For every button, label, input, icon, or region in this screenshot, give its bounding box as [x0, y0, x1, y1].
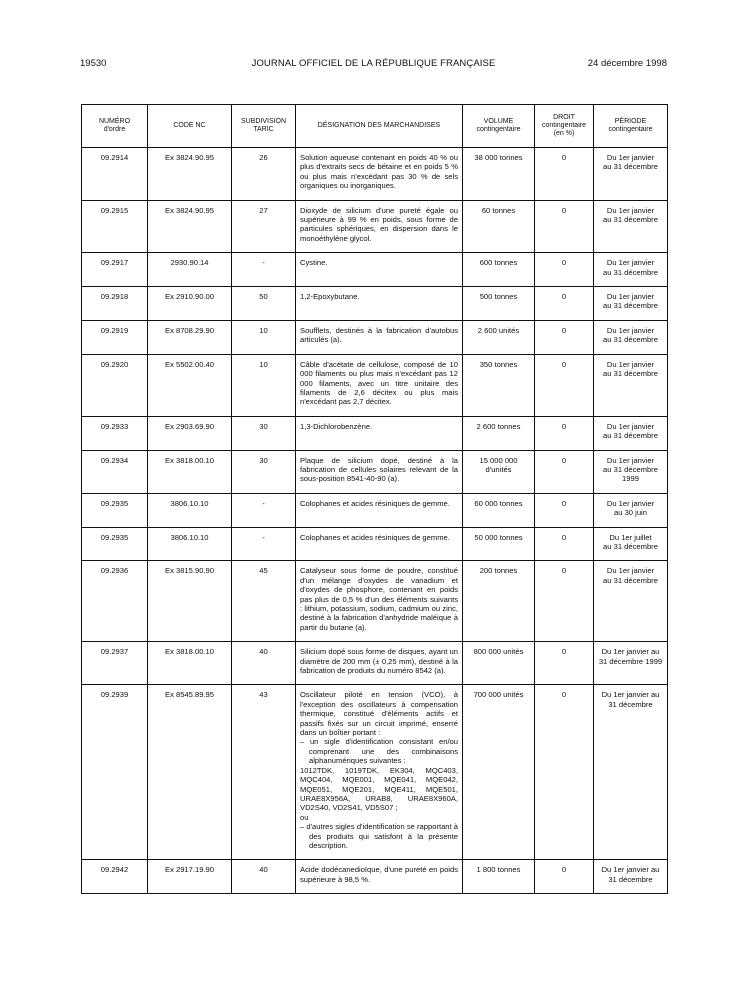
- cell-periode: Du 1er janvier au 31 décembre: [594, 253, 668, 287]
- cell-designation: Dioxyde de silicium d'une pureté égale ou supérieure à 99 % en poids, sous forme de particules sphériques, en dispersion dans le monoéthylène glycol.: [296, 200, 463, 253]
- cell-subdivision: 26: [232, 148, 296, 201]
- cell-code: Ex 8545.89.95: [148, 685, 232, 860]
- cell-droit: 0: [535, 493, 594, 527]
- cell-periode: Du 1er juillet au 31 décembre: [594, 527, 668, 561]
- cell-numero: 09.2918: [82, 287, 148, 321]
- cell-volume: 700 000 unités: [463, 685, 535, 860]
- publication-date: 24 décembre 1998: [587, 58, 667, 69]
- cell-volume: 350 tonnes: [463, 354, 535, 416]
- cell-subdivision: 10: [232, 320, 296, 354]
- page-header: [80, 58, 667, 72]
- cell-code: Ex 3815.90.90: [148, 561, 232, 642]
- table-row: [82, 416, 668, 450]
- cell-volume: 500 tonnes: [463, 287, 535, 321]
- cell-periode: Du 1er janvier au 31 décembre: [594, 561, 668, 642]
- cell-designation: Catalyseur sous forme de poudre, constitué d'un mélange d'oxydes de vanadium et d'oxydes de phosphore, contenant en poids pas plus de 0,5 % d'un des éléments suivants : lithium, potassium, sodium, cadmium ou zinc, destiné à la fabrication d'anhydride maléique à partir du butane (a).: [296, 561, 463, 642]
- cell-droit: 0: [535, 527, 594, 561]
- cell-subdivision: 40: [232, 860, 296, 894]
- table-row: [82, 493, 668, 527]
- cell-periode: Du 1er janvier au 31 décembre: [594, 354, 668, 416]
- cell-numero: 09.2915: [82, 200, 148, 253]
- cell-volume: 60 tonnes: [463, 200, 535, 253]
- cell-periode: Du 1er janvier au 31 décembre: [594, 685, 668, 860]
- cell-code: Ex 2903.69.90: [148, 416, 232, 450]
- cell-numero: 09.2920: [82, 354, 148, 416]
- cell-volume: 200 tonnes: [463, 561, 535, 642]
- cell-periode: Du 1er janvier au 31 décembre: [594, 416, 668, 450]
- cell-designation: Soufflets, destinés à la fabrication d'autobus articulés (a).: [296, 320, 463, 354]
- cell-periode: Du 1er janvier au 31 décembre: [594, 200, 668, 253]
- table-row: [82, 450, 668, 493]
- column-header-periode: PÉRIODE contingentaire: [594, 105, 668, 148]
- column-header-code: CODE NC: [148, 105, 232, 148]
- cell-subdivision: 43: [232, 685, 296, 860]
- cell-subdivision: 10: [232, 354, 296, 416]
- cell-droit: 0: [535, 685, 594, 860]
- journal-title: JOURNAL OFFICIEL DE LA RÉPUBLIQUE FRANÇAISE: [251, 58, 496, 69]
- cell-periode: Du 1er janvier au 31 décembre 1999: [594, 642, 668, 685]
- cell-subdivision: -: [232, 253, 296, 287]
- cell-subdivision: -: [232, 493, 296, 527]
- table-row: [82, 253, 668, 287]
- cell-subdivision: 50: [232, 287, 296, 321]
- cell-periode: Du 1er janvier au 30 juin: [594, 493, 668, 527]
- cell-designation: Silicium dopé sous forme de disques, ayant un diamètre de 200 mm (± 0,25 mm), destiné à la fabrication de produits du numéro 8542 (a).: [296, 642, 463, 685]
- table-header-row: [82, 105, 668, 148]
- cell-droit: 0: [535, 320, 594, 354]
- table-row: [82, 320, 668, 354]
- cell-numero: 09.2914: [82, 148, 148, 201]
- cell-code: Ex 3824.90.95: [148, 200, 232, 253]
- cell-droit: 0: [535, 450, 594, 493]
- cell-volume: 38 000 tonnes: [463, 148, 535, 201]
- column-header-numero: NUMÉRO d'ordre: [82, 105, 148, 148]
- cell-designation: Plaque de silicium dopé, destiné à la fabrication de cellules solaires relevant de la sous-position 8541-40-90 (a).: [296, 450, 463, 493]
- cell-code: Ex 8708.29.90: [148, 320, 232, 354]
- cell-code: Ex 2910.90.00: [148, 287, 232, 321]
- cell-designation: Câble d'acétate de cellulose, composé de 10 000 filaments ou plus mais n'excédant pas 12 000 filaments, avec un titre unitaire des filaments de 2,6 décitex ou plus mais n'excédant pas 2,7 décitex.: [296, 354, 463, 416]
- cell-code: 3806.10.10: [148, 493, 232, 527]
- table-row: [82, 287, 668, 321]
- cell-designation: 1,2-Epoxybutane.: [296, 287, 463, 321]
- cell-designation: Solution aqueuse contenant en poids 40 % ou plus d'extraits secs de bétaine et en poids 5 % ou plus mais n'excédant pas 30 % de sels organiques ou inorganiques.: [296, 148, 463, 201]
- designation-codes: 1012TDK, 1019TDK, EK304, MQC403, MQC404, MQE001, MQE041, MQE042, MQE051, MQE201, MQE411, MQE501, URAE8X956A, URAB8, URAE8X960A, VD2S40, VD2S41, VD5S07 ;: [300, 765, 458, 813]
- cell-droit: 0: [535, 860, 594, 894]
- cell-volume: 50 000 tonnes: [463, 527, 535, 561]
- cell-numero: 09.2942: [82, 860, 148, 894]
- cell-subdivision: 30: [232, 416, 296, 450]
- cell-code: Ex 3818.00.10: [148, 450, 232, 493]
- column-header-volume: VOLUME contingentaire: [463, 105, 535, 148]
- cell-periode: Du 1er janvier au 31 décembre 1999: [594, 450, 668, 493]
- page-number: 19530: [80, 58, 107, 69]
- table-row: [82, 685, 668, 860]
- designation-or: ou: [300, 812, 309, 822]
- cell-code: Ex 3824.90.95: [148, 148, 232, 201]
- cell-designation: Colophanes et acides résiniques de gemme.: [296, 493, 463, 527]
- table-row: [82, 642, 668, 685]
- cell-periode: Du 1er janvier au 31 décembre: [594, 287, 668, 321]
- cell-droit: 0: [535, 253, 594, 287]
- cell-droit: 0: [535, 354, 594, 416]
- cell-code: 2930.90.14: [148, 253, 232, 287]
- cell-periode: Du 1er janvier au 31 décembre: [594, 148, 668, 201]
- cell-volume: 2 600 tonnes: [463, 416, 535, 450]
- cell-subdivision: 45: [232, 561, 296, 642]
- designation-bullet: – d'autres sigles d'identification se rapportant à des produits qui satisfont à la présente description.: [300, 822, 458, 850]
- cell-designation: 1,3-Dichlorobenzène.: [296, 416, 463, 450]
- cell-designation: [296, 685, 463, 860]
- column-header-subdivision: SUBDIVISION TARIC: [232, 105, 296, 148]
- cell-designation: Acide dodécanedioïque, d'une pureté en poids supérieure à 98,5 %.: [296, 860, 463, 894]
- table-row: [82, 200, 668, 253]
- table-row: [82, 148, 668, 201]
- table-row: [82, 354, 668, 416]
- quota-table: [81, 104, 668, 894]
- cell-subdivision: 27: [232, 200, 296, 253]
- table-row: [82, 860, 668, 894]
- column-header-droit: DROIT contingentaire (en %): [535, 105, 594, 148]
- designation-bullet: – un sigle d'identification consistant en/ou comprenant une des combinaisons alphanumériques suivantes :: [300, 737, 458, 766]
- cell-numero: 09.2919: [82, 320, 148, 354]
- cell-droit: 0: [535, 416, 594, 450]
- cell-droit: 0: [535, 642, 594, 685]
- cell-numero: 09.2935: [82, 493, 148, 527]
- cell-code: Ex 3818.00.10: [148, 642, 232, 685]
- cell-numero: 09.2937: [82, 642, 148, 685]
- table-row: [82, 527, 668, 561]
- cell-volume: 800 000 unités: [463, 642, 535, 685]
- cell-numero: 09.2939: [82, 685, 148, 860]
- cell-numero: 09.2936: [82, 561, 148, 642]
- cell-numero: 09.2917: [82, 253, 148, 287]
- cell-code: Ex 5502.00.40: [148, 354, 232, 416]
- cell-code: Ex 2917.19.90: [148, 860, 232, 894]
- cell-volume: 60 000 tonnes: [463, 493, 535, 527]
- cell-volume: 1 800 tonnes: [463, 860, 535, 894]
- cell-designation: Cystine.: [296, 253, 463, 287]
- cell-subdivision: 30: [232, 450, 296, 493]
- cell-volume: 600 tonnes: [463, 253, 535, 287]
- cell-droit: 0: [535, 287, 594, 321]
- cell-code: 3806.10.10: [148, 527, 232, 561]
- designation-intro: Oscillateur piloté en tension (VCO), à l'exception des oscillateurs à compensation thermique, constitué d'éléments actifs et passifs fixés sur un circuit imprimé, enserré dans un boîtier portant :: [300, 690, 458, 738]
- cell-subdivision: 40: [232, 642, 296, 685]
- cell-periode: Du 1er janvier au 31 décembre: [594, 860, 668, 894]
- cell-periode: Du 1er janvier au 31 décembre: [594, 320, 668, 354]
- cell-droit: 0: [535, 561, 594, 642]
- cell-droit: 0: [535, 200, 594, 253]
- cell-droit: 0: [535, 148, 594, 201]
- cell-volume: 15 000 000 d'unités: [463, 450, 535, 493]
- table-row: [82, 561, 668, 642]
- cell-numero: 09.2934: [82, 450, 148, 493]
- cell-numero: 09.2933: [82, 416, 148, 450]
- cell-numero: 09.2935: [82, 527, 148, 561]
- cell-volume: 2 600 unités: [463, 320, 535, 354]
- cell-designation: Colophanes et acides résiniques de gemme.: [296, 527, 463, 561]
- cell-subdivision: -: [232, 527, 296, 561]
- column-header-designation: DÉSIGNATION DES MARCHANDISES: [296, 105, 463, 148]
